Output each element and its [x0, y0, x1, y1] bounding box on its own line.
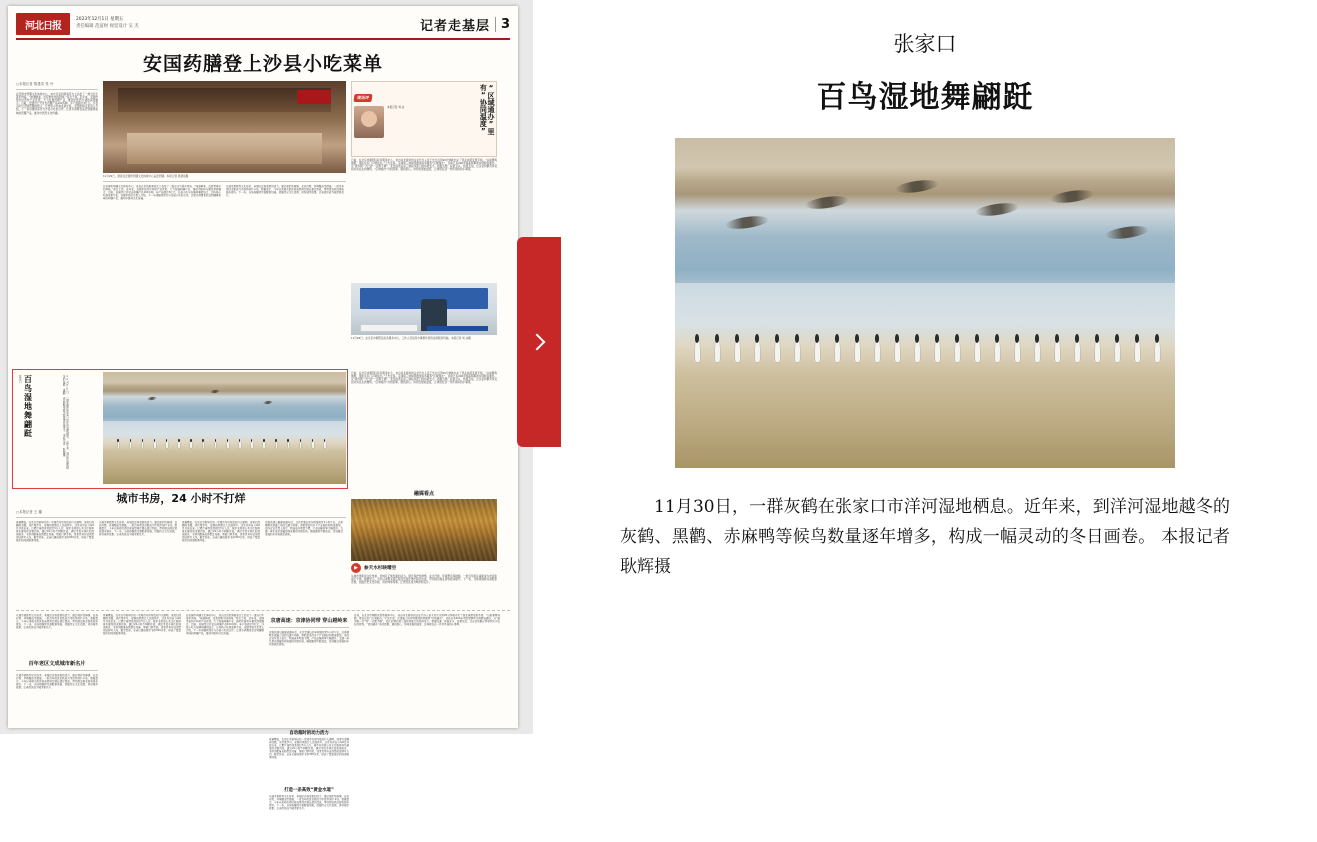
lead-byline: □本报记者 陈建英 张 丹 — [16, 82, 54, 86]
play-icon[interactable]: ▶ — [351, 563, 361, 573]
bottom-col-1 — [16, 614, 98, 842]
commentary-body-continued: 日前，在北京市朝阳区政务服务中心，来自河北廊坊的企业代办人员王先生仅用20分钟就办完了营业执照变更手续。“以前要两地跑，现在在家门口就能办。”王先生说。京津冀三地持续推进政务服务“区域通办”，目前已有200余项高频事项实现跨省通办。从“最多跑一次”到“一次都不跑”，变化的背后是三地政务部门的协同发力。数据互通、标准互认、结果互信，让企业和群众享受到实实在在的便利。“区域通办”办的是事，通的是心。协同发展的温度，正体现在这一件件具体的小事里。 — [351, 372, 497, 385]
lead-headline[interactable]: 安国药膳登上沙县小吃菜单 — [142, 53, 383, 75]
bottom-text-e: 日前，在北京市朝阳区政务服务中心，来自河北廊坊的企业代办人员王先生仅用20分钟就办完了营业执照变更手续。“以前要两地跑，现在在家门口就能办。”王先生说。京津冀三地持续推进政务服务“区域通办”，目前已有200余项高频事项实现跨省通办。从“最多跑一次”到“一次都不跑”，变化的背后是三地政务部门的协同发力。数据互通、标准互认、结果互信，让企业和群众享受到实实在在的便利。“区域通办”办的是事，通的是心。协同发展的温度，正体现在这一件件具体的小事里。 — [354, 614, 500, 626]
commentary-author-name: 本报记者 刘 冰 — [387, 106, 405, 109]
commentary-photo-caption: 11月28日，在北京市朝阳区政务服务中心，工作人员指导办事群众使用自助服务终端。本报记者 刘 冰摄 — [351, 336, 471, 340]
newspaper-logo: 河北日报 — [16, 13, 70, 35]
commentary-body: 日前，在北京市朝阳区政务服务中心，来自河北廊坊的企业代办人员王先生仅用20分钟就办完了营业执照变更手续。“以前要两地跑，现在在家门口就能办。”王先生说。京津冀三地持续推进政务服务“区域通办”，目前已有200余项高频事项实现跨省通办。从“最多跑一次”到“一次都不跑”，变化的背后是三地政务部门的协同发力。数据互通、标准互认、结果互信，让企业和群众享受到实实在在的便利。“区域通办”办的是事，通的是心。协同发展的温度，正体现在这一件件具体的小事里。 — [351, 159, 497, 172]
fourth-article-sub1: 自动超时的动力活力 — [289, 731, 329, 736]
bottom-text-c: 在安国市药膳文化体验中心，来自北京的游客张女士品尝了一道当归生姜羊肉汤。“味道鲜美，没有想象中的药味。”张女士说。近年来，安国市依托中药材产业优势，大力发展药膳产业，推动中医药与餐饮深度融合。目前，安国市已开发出药膳产品100多种，年产值超过3亿元。沙县小吃与安国药膳的结合，让传统小吃焕发新生机。安国市相关负责人介绍，下一步将继续深化与沙县小吃的合作，让更多消费者品尝到健康美味的药膳产品，推动中医药文化传播。 — [186, 614, 264, 635]
commentary-badge: 现场评 — [353, 94, 372, 102]
standing-cranes — [103, 430, 346, 448]
divider — [16, 89, 98, 90]
masthead-section-group — [420, 15, 510, 34]
page-number: 3 — [495, 17, 510, 32]
chevron-right-icon — [529, 334, 546, 351]
article-title: 百鸟湿地舞翩跹 — [816, 80, 1034, 115]
second-body-col4: 京唐高速公路建成通车后，北京至唐山的车程缩短至1小时左右。这条横跨京津冀三地的交通大动脉，串联起沿线多个产业园区和物流枢纽。沿线企业负责人表示，物流成本明显下降，产品运输效率大幅提升。交通一体化是京津冀协同发展的骨骼系统，随着路网不断加密，区域融合发展的步伐将越走越快。 — [265, 521, 343, 536]
fourth-article-headline[interactable]: 京唐高速：京津协同带 穿山越岭来 — [270, 618, 348, 624]
lead-body-continued-a: 在安国市药膳文化体验中心，来自北京的游客张女士品尝了一道当归生姜羊肉汤。“味道鲜美，没有想象中的药味。”张女士说。近年来，安国市依托中药材产业优势，大力发展药膳产业，推动中医药与餐饮深度融合。目前，安国市已开发出药膳产品100多种，年产值超过3亿元。沙县小吃与安国药膳的结合，让传统小吃焕发新生机。安国市相关负责人介绍，下一步将继续深化与沙县小吃的合作，让更多消费者品尝到健康美味的药膳产品，推动中医药文化传播。 — [103, 184, 221, 200]
divider — [269, 627, 349, 628]
fourth-article-body-3: 从城市更新到文化传承，老城区正焕发新的活力。通过保护性修缮、业态升级、环境整治等措施，一批百年街区重新成为市民休闲打卡地。数据显示，今年以来相关街区客流量同比增长超过四成，带动周边商业营收稳步提升。下一步，当地将继续完善配套设施，挖掘历史文化资源，讲好城市故事，让老街区成为城市新名片。 — [269, 795, 350, 810]
standing-cranes — [675, 310, 1175, 363]
lead-body-continued-b: 从城市更新到文化传承，老城区正焕发新的活力。通过保护性修缮、业态升级、环境整治等措施，一批百年街区重新成为市民休闲打卡地。数据显示，今年以来相关街区客流量同比增长超过四成，带动周边商业营收稳步提升。下一步，当地将继续完善配套设施，挖掘历史文化资源，讲好城市故事，让老街区成为城市新名片。 — [226, 184, 344, 197]
masthead-date-line1: 2023年12月1日 星期五 — [76, 17, 124, 23]
commentary-panel[interactable] — [351, 81, 497, 157]
commentary-column[interactable] — [351, 81, 497, 368]
selected-article-photo[interactable] — [103, 372, 346, 484]
divider — [103, 181, 346, 182]
section-title: 记者走基层 — [419, 18, 490, 34]
third-article-body: 从城市更新到文化传承，老城区正焕发新的活力。通过保护性修缮、业态升级、环境整治等措施，一批百年街区重新成为市民休闲打卡地。数据显示，今年以来相关街区客流量同比增长超过四成，带动周边商业营收稳步提升。下一步，当地将继续完善配套设施，挖掘历史文化资源，讲好城市故事，让老街区成为城市新名片。 — [16, 674, 98, 689]
selected-article-region[interactable] — [16, 372, 510, 484]
bottom-text-a: 从城市更新到文化传承，老城区正焕发新的活力。通过保护性修缮、业态升级、环境整治等措施，一批百年街区重新成为市民休闲打卡地。数据显示，今年以来相关街区客流量同比增长超过四成，带动周边商业营收稳步提升。下一步，当地将继续完善配套设施，挖掘历史文化资源，讲好城市故事，让老街区成为城市新名片。 — [16, 614, 98, 629]
newspaper-page[interactable] — [8, 6, 518, 810]
second-body-col3: 夜幕降临，石家庄市裕华区的一家城市书房内依然灯火通明。读者们或翻阅书籍，或伏案学习，安静的氛围让人沉浸其中。这家书房自今年6月开放以来，已累计接待读者超过5万人次。城市书房是公共文化服务体系建设的重要内容，通过24小时不间断开放，满足市民多样化的阅读需求。书房内配备自助借还设备、智能门禁系统，读者凭身份证或借阅证即可入内。截至目前，全省已建成城市书房300余家，形成了覆盖城乡的阅读服务网络。 — [182, 521, 260, 542]
fourth-article-sub2: 打造一条高效“黄金水道” — [284, 788, 334, 793]
media-body: 从城市更新到文化传承，老城区正焕发新的活力。通过保护性修缮、业态升级、环境整治等措施，一批百年街区重新成为市民休闲打卡地。数据显示，今年以来相关街区客流量同比增长超过四成，带动周边商业营收稳步提升。下一步，当地将继续完善配套设施，挖掘历史文化资源，讲好城市故事，让老街区成为城市新名片。 — [351, 575, 497, 585]
selected-region-sidebar — [351, 372, 497, 484]
commentary-photo[interactable] — [351, 283, 497, 335]
second-article-byline: □本报记者 王 璐 — [16, 510, 42, 514]
second-article-region — [16, 488, 510, 607]
bottom-col-2 — [103, 614, 181, 842]
article-reader — [533, 0, 1317, 734]
media-tag: 融媒看点 — [413, 491, 434, 497]
selected-article-caption: 11月30日，一群灰鹤在张家口市洋河湿地栖息。近年来，到洋河湿地越冬的灰鹤、黑鹳、赤麻鸭等候鸟数量逐年增多。本报记者 耿辉摄 — [62, 375, 69, 469]
fourth-article-body-2: 夜幕降临，石家庄市裕华区的一家城市书房内依然灯火通明。读者们或翻阅书籍，或伏案学习，安静的氛围让人沉浸其中。这家书房自今年6月开放以来，已累计接待读者超过5万人次。城市书房是公共文化服务体系建设的重要内容，通过24小时不间断开放，满足市民多样化的阅读需求。书房内配备自助借还设备、智能门禁系统，读者凭身份证或借阅证即可入内。截至目前，全省已建成城市书房300余家，形成了覆盖城乡的阅读服务网络。 — [269, 738, 350, 759]
bottom-col-3 — [186, 614, 264, 842]
media-column — [351, 488, 497, 607]
commentary-author-avatar — [354, 106, 384, 138]
kiosk-poster — [360, 324, 418, 332]
second-body-col1: 夜幕降临，石家庄市裕华区的一家城市书房内依然灯火通明。读者们或翻阅书籍，或伏案学习，安静的氛围让人沉浸其中。这家书房自今年6月开放以来，已累计接待读者超过5万人次。城市书房是公共文化服务体系建设的重要内容，通过24小时不间断开放，满足市民多样化的阅读需求。书房内配备自助借还设备、智能门禁系统，读者凭身份证或借阅证即可入内。截至目前，全省已建成城市书房300余家，形成了覆盖城乡的阅读服务网络。 — [16, 521, 94, 542]
article-photo[interactable] — [675, 138, 1175, 468]
selected-article-kicker: 张家口 — [18, 375, 22, 384]
fourth-article-body: 京唐高速公路建成通车后，北京至唐山的车程缩短至1小时左右。这条横跨京津冀三地的交通大动脉，串联起沿线多个产业园区和物流枢纽。沿线企业负责人表示，物流成本明显下降，产品运输效率大幅提升。交通一体化是京津冀协同发展的骨骼系统，随着路网不断加密，区域融合发展的步伐将越走越快。 — [269, 631, 350, 646]
bottom-text-b: 夜幕降临，石家庄市裕华区的一家城市书房内依然灯火通明。读者们或翻阅书籍，或伏案学习，安静的氛围让人沉浸其中。这家书房自今年6月开放以来，已累计接待读者超过5万人次。城市书房是公共文化服务体系建设的重要内容，通过24小时不间断开放，满足市民多样化的阅读需求。书房内配备自助借还设备、智能门禁系统，读者凭身份证或借阅证即可入内。截至目前，全省已建成城市书房300余家，形成了覆盖城乡的阅读服务网络。 — [103, 614, 181, 635]
selected-article-titleblock[interactable] — [16, 372, 98, 484]
bottom-col-4 — [269, 614, 349, 842]
commentary-title[interactable]: “区域通办”里有“协同温度” — [479, 84, 495, 135]
article-kicker: 张家口 — [893, 32, 957, 56]
lead-body: 在安国市药膳文化体验中心，来自北京的游客张女士品尝了一道当归生姜羊肉汤。“味道鲜美，没有想象中的药味。”张女士说。近年来，安国市依托中药材产业优势，大力发展药膳产业，推动中医药与餐饮深度融合。目前，安国市已开发出药膳产品100多种，年产值超过3亿元。沙县小吃与安国药膳的结合，让传统小吃焕发新生机。安国市相关负责人介绍，下一步将继续深化与沙县小吃的合作，让更多消费者品尝到健康美味的药膳产品，推动中医药文化传播。 — [16, 93, 98, 115]
divider — [16, 517, 346, 518]
divider — [16, 670, 98, 671]
divider — [16, 610, 510, 611]
masthead — [16, 10, 510, 40]
lead-photo[interactable] — [103, 81, 346, 173]
lead-photo-column — [103, 81, 346, 368]
newspaper-page-viewer[interactable] — [0, 0, 533, 810]
next-page-button[interactable] — [517, 237, 561, 447]
selected-article-title[interactable]: 百鸟湿地舞翩跹 — [23, 375, 33, 438]
third-article-headline[interactable]: 百年老区文成城市新名片 — [28, 661, 86, 667]
kiosk-signage — [427, 326, 488, 331]
masthead-date-line2: 责任编辑 范富财 视觉设计 吴 杰 — [76, 24, 139, 29]
second-body-col2: 从城市更新到文化传承，老城区正焕发新的活力。通过保护性修缮、业态升级、环境整治等措施，一批百年街区重新成为市民休闲打卡地。数据显示，今年以来相关街区客流量同比增长超过四成，带动周边商业营收稳步提升。下一步，当地将继续完善配套设施，挖掘历史文化资源，讲好城市故事，让老街区成为城市新名片。 — [99, 521, 177, 536]
bottom-col-5 — [354, 614, 500, 842]
lead-text-column — [16, 81, 98, 368]
page-body — [8, 40, 518, 842]
second-article-column — [16, 488, 346, 607]
article-caption: 11月30日，一群灰鹤在张家口市洋河湿地栖息。近年来，到洋河湿地越冬的灰鹤、黑鹳、赤麻鸭等候鸟数量逐年增多，构成一幅灵动的冬日画卷。 本报记者 耿辉摄 — [620, 497, 1230, 577]
masthead-date — [76, 17, 139, 30]
trees-photo[interactable] — [351, 499, 497, 561]
top-columns — [16, 81, 510, 368]
bottom-region — [16, 614, 510, 842]
second-article-headline[interactable]: 城市书房，24 小时不打烊 — [116, 492, 246, 505]
lead-photo-caption: 11月29日，游客在安国市药膳文化体验中心品尝药膳。本报记者 陈建英摄 — [103, 174, 189, 178]
trees-photo-caption: 参天水杉映晴空 — [364, 566, 397, 571]
